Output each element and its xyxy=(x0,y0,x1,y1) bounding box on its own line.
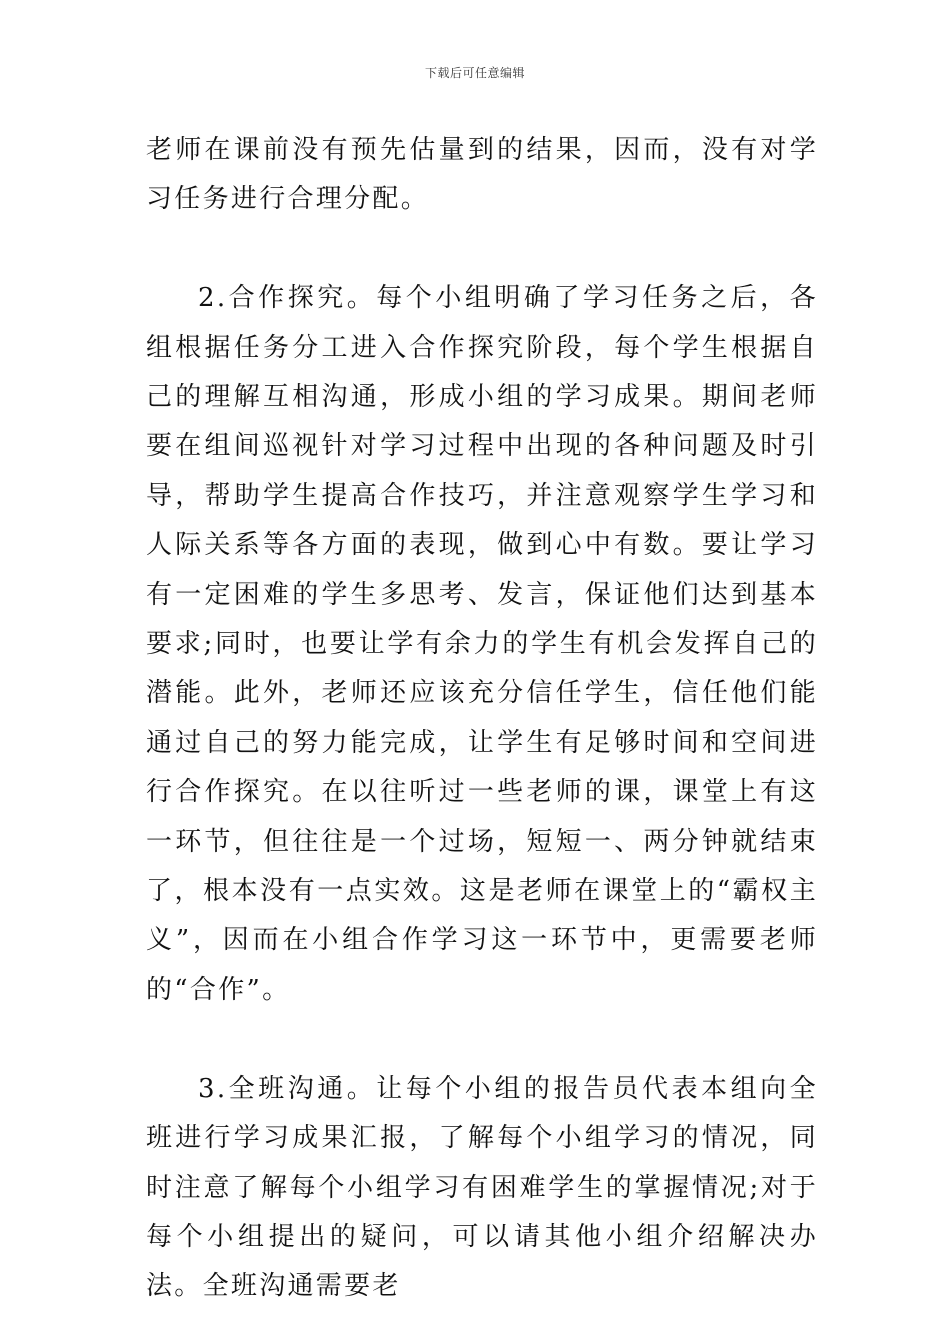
document-body xyxy=(146,126,818,1312)
page-header: 下载后可任意编辑 xyxy=(424,66,525,80)
paragraph-class-communication: 3.全班沟通。让每个小组的报告员代表本组向全班进行学习成果汇报，了解每个小组学习的情况，同时注意了解每个小组学习有困难学生的掌握情况;对于每个小组提出的疑问，可以请其他小组介绍解决办法。全班沟通需要老 xyxy=(146,1073,818,1302)
paragraph-continuation: 老师在课前没有预先估量到的结果，因而，没有对学习任务进行合理分配。 xyxy=(146,135,818,215)
paragraph-cooperative-inquiry: 2.合作探究。每个小组明确了学习任务之后，各组根据任务分工进入合作探究阶段，每个学生根据自己的理解互相沟通，形成小组的学习成果。期间老师要在组间巡视针对学习过程中出现的各种问题及时引导，帮助学生提高合作技巧，并注意观察学生学习和人际关系等各方面的表现，做到心中有数。要让学习有一定困难的学生多思考、发言，保证他们达到基本要求;同时，也要让学有余力的学生有机会发挥自己的潜能。此外，老师还应该充分信任学生，信任他们能通过自己的努力能完成，让学生有足够时间和空间进行合作探究。在以往听过一些老师的课，课堂上有这一环节，但往往是一个过场，短短一、两分钟就结束了，根本没有一点实效。这是老师在课堂上的“霸权主义”，因而在小组合作学习这一环节中，更需要老师的“合作”。 xyxy=(146,283,818,1005)
